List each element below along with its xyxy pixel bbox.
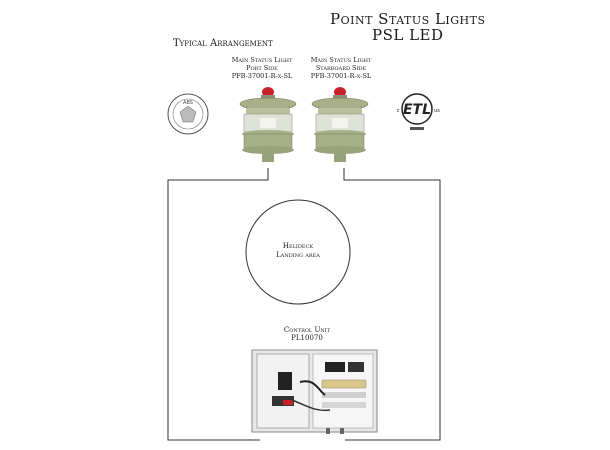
starboard-light-part: PFB-37001-R-x-SL: [310, 72, 372, 80]
port-light-side: Port Side: [246, 64, 278, 72]
control-unit-enclosure: [252, 350, 377, 434]
svg-text:us: us: [434, 108, 440, 114]
abs-seal-icon: [168, 94, 208, 134]
port-status-light: [240, 87, 296, 162]
starboard-status-light: [312, 87, 368, 162]
starboard-light-side: Starboard Side: [315, 64, 367, 72]
starboard-light-name: Main Status Light: [310, 56, 372, 64]
arrangement-label: Typical Arrangement: [173, 38, 273, 49]
control-unit-part: PL10070: [291, 334, 323, 342]
helideck-label-line-1: Helideck: [282, 242, 314, 250]
port-light-name: Main Status Light: [231, 56, 293, 64]
title-line-1: Point Status Lights: [330, 10, 486, 28]
helideck-label: [258, 242, 338, 260]
control-unit-label: [267, 326, 347, 342]
svg-text:c: c: [396, 108, 400, 114]
etl-listed-icon: [397, 94, 441, 130]
svg-text:ABS: ABS: [183, 100, 193, 106]
control-unit-name: Control Unit: [283, 326, 331, 334]
title-line-2: PSL LED: [372, 26, 444, 44]
port-light-part: PFB-37001-R-x-SL: [231, 72, 293, 80]
svg-text:ETL: ETL: [402, 102, 432, 118]
helideck-label-line-2: Landing area: [276, 251, 320, 259]
